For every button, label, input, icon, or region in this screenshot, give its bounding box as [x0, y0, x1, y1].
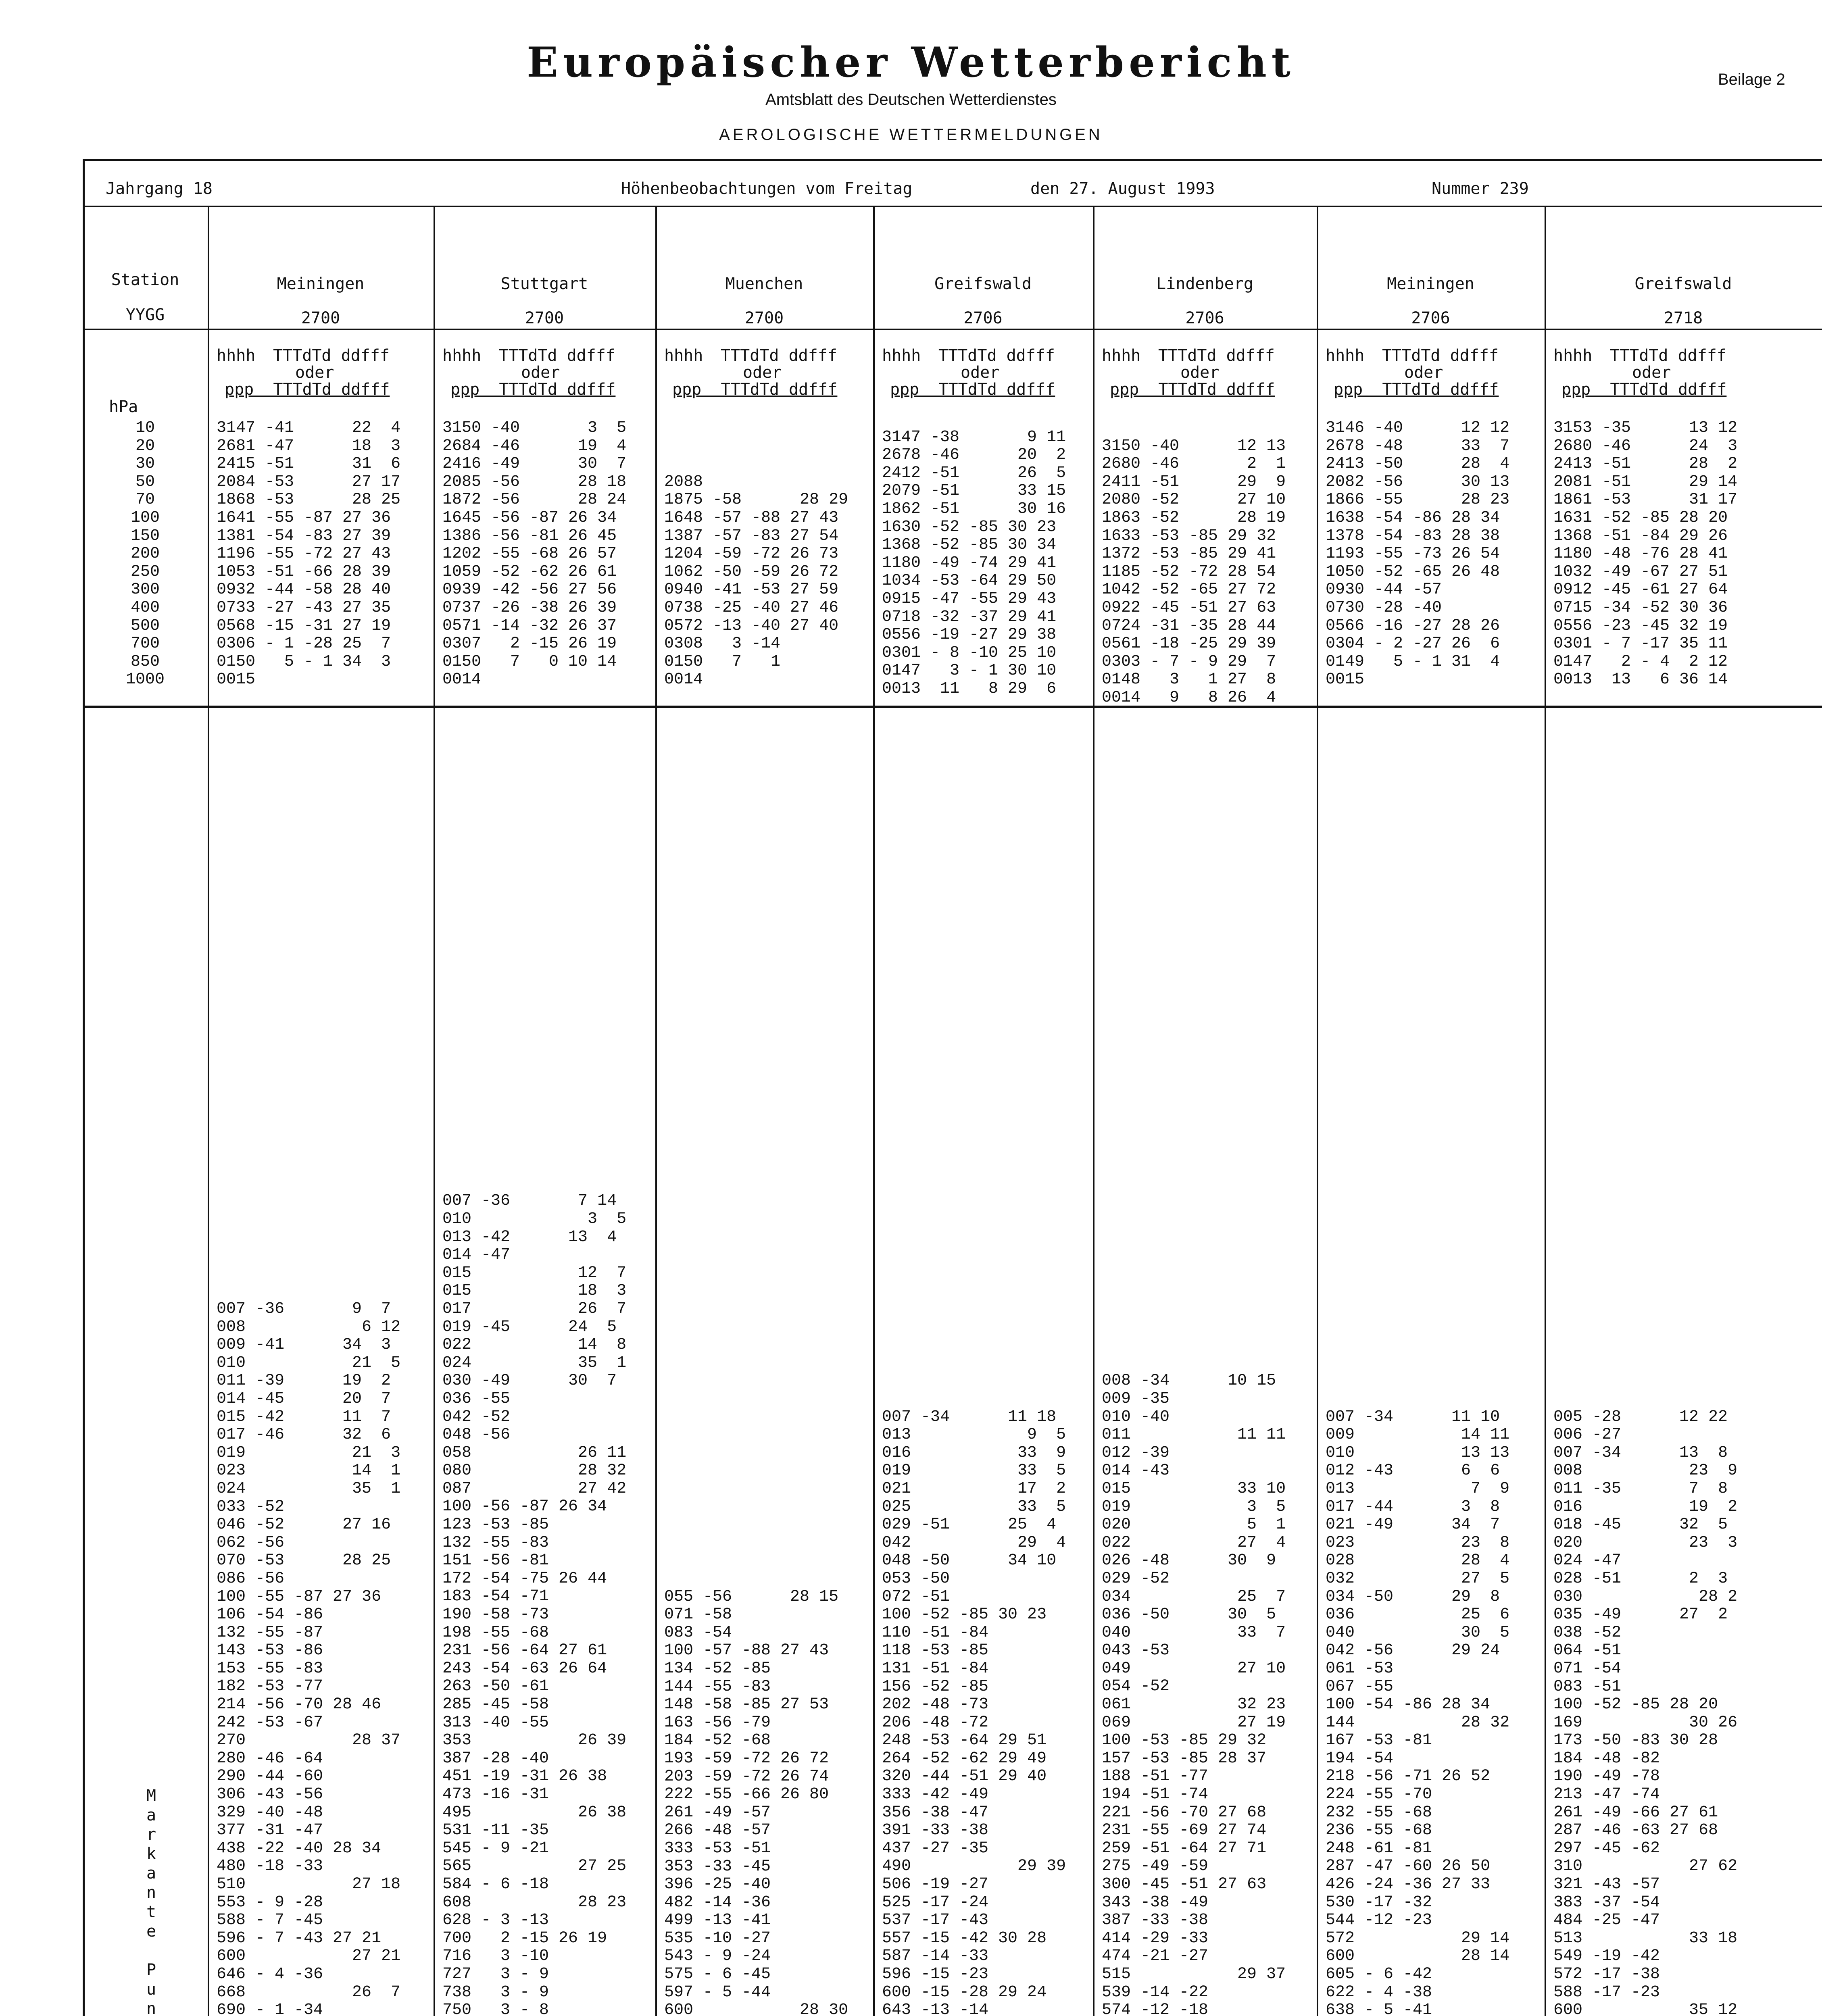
code-line-2: ppp TTTdTd ddfff: [672, 380, 838, 399]
column-rule-0: [208, 207, 209, 2016]
station-yygg: 2718: [1664, 309, 1703, 327]
significant-points-data: 055 -56 28 15 071 -58 083 -54 100 -57 -88 27 43 134 -52 -85 144 -55 -83 148 -58 -85 27 53 163 -56 -79 184 -52 -68 193 -59 -72 26 72 203 -59 -72 26 74 222 -55 -66 26 80 261 -49 -57 266 -48 -57 333 -53 -51 353 -33 -45 396 -25 -40 482 -14 -36 499 -13 -41 535 -10 -27 543 - 9 -24 575 - 6 -45 597 - 5 -44 600 28 30: [664, 1587, 848, 2016]
markante-punkte-letter: n: [146, 1999, 156, 2016]
code-oder: oder: [1180, 363, 1220, 382]
station-name: Greifswald: [1634, 275, 1732, 293]
markante-punkte-letter: e: [146, 1922, 156, 1941]
code-line-1: TTTdTd ddfff: [499, 346, 615, 365]
code-line-2: ppp TTTdTd ddfff: [1561, 380, 1727, 399]
station-rule: [83, 329, 1822, 330]
code-line-1: TTTdTd ddfff: [1610, 346, 1726, 365]
issue-number: Nummer 239: [1432, 179, 1529, 198]
jahrgang: Jahrgang 18: [106, 179, 213, 198]
code-oder: oder: [961, 363, 1000, 382]
code-oder: oder: [743, 363, 782, 382]
standard-levels-data: 2088 1875 -58 28 29 1648 -57 -88 27 43 1387 -57 -83 27 54 1204 -59 -72 26 73 1062 -50 -59 26 72 0940 -41 -53 27 59 0738 -25 -40 27 46 0572 -13 -40 27 40 0308 3 -14 0150 7 1 0014: [664, 473, 848, 689]
significant-points-data: 008 -34 10 15 009 -35 010 -40 011 11 11 012 -39 014 -43 015 33 10 019 3 5 020 5 1 022 27 4 026 -48 30 9 029 -52 034 25 7 036 -50 30 5 040 33 7 043 -53 049 27 10 054 -52 061 32 23 069 27 19 100 -53 -85 29 32 157 -53 -85 28 37 188 -51 -77 194 -51 -74 221 -56 -70 27 68 231 -55 -69 27 74 259 -51 -64 27 71 275 -49 -59 300 -45 -51 27 63 343 -38 -49 387 -33 -38 414 -29 -33 474 -21 -27 515 29 37 539 -14 -22 574 -12 -18: [1102, 1372, 1286, 2016]
column-rule-3: [873, 207, 875, 2016]
code-line-1: TTTdTd ddfff: [938, 346, 1055, 365]
station-name: Muenchen: [725, 275, 803, 293]
section-title: AEROLOGISCHE WETTERMELDUNGEN: [719, 126, 1103, 144]
observation-date: den 27. August 1993: [1030, 179, 1215, 198]
code-hhhh: hhhh: [442, 346, 482, 365]
code-line-2: ppp TTTdTd ddfff: [1334, 380, 1499, 399]
markante-punkte-letter: P: [146, 1961, 156, 1979]
column-rule-5: [1317, 207, 1318, 2016]
standard-levels-data: 3150 -40 3 5 2684 -46 19 4 2416 -49 30 7 2085 -56 28 18 1872 -56 28 24 1645 -56 -87 26 34 1386 -56 -81 26 45 1202 -55 -68 26 57 1059 -52 -62 26 61 0939 -42 -56 27 56 0737 -26 -38 26 39 0571 -14 -32 26 37 0307 2 -15 26 19 0150 7 0 10 14 0014: [442, 419, 627, 689]
standard-levels-data: 3150 -40 12 13 2680 -46 2 1 2411 -51 29 9 2080 -52 27 10 1863 -52 28 19 1633 -53 -85 29 32 1372 -53 -85 29 41 1185 -52 -72 28 54 1042 -52 -65 27 72 0922 -45 -51 27 63 0724 -31 -35 28 44 0561 -18 -25 29 39 0303 - 7 - 9 29 7 0148 3 1 27 8 0014 9 8 26 4: [1102, 437, 1286, 707]
markante-punkte-letter: t: [146, 1903, 156, 1921]
station-yygg: 2706: [1185, 309, 1224, 327]
code-line-1: TTTdTd ddfff: [273, 346, 390, 365]
report-title: Europäischer Wetterbericht: [527, 38, 1295, 87]
station-yygg: 2700: [744, 309, 784, 327]
column-rule-6: [1545, 207, 1546, 2016]
code-line-2: ppp TTTdTd ddfff: [890, 380, 1055, 399]
station-yygg: 2700: [301, 309, 340, 327]
code-hhhh: hhhh: [882, 346, 921, 365]
markante-punkte-letter: n: [146, 1883, 156, 1902]
markante-punkte-letter: M: [146, 1787, 156, 1805]
column-rule-1: [434, 207, 435, 2016]
markante-punkte-letter: k: [146, 1845, 156, 1863]
markante-punkte-letter: r: [146, 1825, 156, 1844]
station-name: Meiningen: [1387, 275, 1474, 293]
code-hhhh: hhhh: [1326, 346, 1365, 365]
code-line-1: TTTdTd ddfff: [1382, 346, 1499, 365]
standard-levels-rule: [83, 706, 1822, 708]
observation-title: Höhenbeobachtungen vom Freitag: [621, 179, 913, 198]
station-yygg: 2706: [1411, 309, 1450, 327]
markante-punkte-letter: a: [146, 1864, 156, 1883]
station-name: Greifswald: [934, 275, 1032, 293]
significant-points-data: 007 -34 11 10 009 14 11 010 13 13 012 -43 6 6 013 7 9 017 -44 3 8 021 -49 34 7 023 23 8 028 28 4 032 27 5 034 -50 29 8 036 25 6 040 30 5 042 -56 29 24 061 -53 067 -55 100 -54 -86 28 34 144 28 32 167 -53 -81 194 -54 218 -56 -71 26 52 224 -55 -70 232 -55 -68 236 -55 -68 248 -61 -81 287 -47 -60 26 50 426 -24 -36 27 33 530 -17 -32 544 -12 -23 572 29 14 600 28 14 605 - 6 -42 622 - 4 -38 638 - 5 -41: [1326, 1408, 1510, 2016]
code-line-2: ppp TTTdTd ddfff: [225, 380, 390, 399]
code-oder: oder: [295, 363, 334, 382]
standard-levels-data: 3153 -35 13 12 2680 -46 24 3 2413 -51 28 2 2081 -51 29 14 1861 -53 31 17 1631 -52 -85 28 20 1368 -51 -84 29 26 1180 -48 -76 28 41 1032 -49 -67 27 51 0912 -45 -61 27 64 0715 -34 -52 30 36 0556 -23 -45 32 19 0301 - 7 -17 35 11 0147 2 - 4 2 12 0013 13 6 36 14: [1553, 419, 1738, 689]
code-line-2: ppp TTTdTd ddfff: [1110, 380, 1275, 399]
column-rule-4: [1093, 207, 1094, 2016]
station-yygg: 2700: [525, 309, 564, 327]
station-name: Stuttgart: [500, 275, 588, 293]
standard-levels-data: 3146 -40 12 12 2678 -48 33 7 2413 -50 28 4 2082 -56 30 13 1866 -55 28 23 1638 -54 -86 28 34 1378 -54 -83 28 38 1193 -55 -73 26 54 1050 -52 -65 26 48 0930 -44 -57 0730 -28 -40 0566 -16 -27 28 26 0304 - 2 -27 26 6 0149 5 - 1 31 4 0015: [1326, 419, 1510, 689]
code-hhhh: hhhh: [217, 346, 256, 365]
markante-punkte-letter: u: [146, 1980, 156, 1999]
column-rule-2: [655, 207, 657, 2016]
beilage-label: Beilage 2: [1718, 71, 1785, 88]
code-line-1: TTTdTd ddfff: [721, 346, 837, 365]
code-hhhh: hhhh: [664, 346, 703, 365]
station-yygg: 2706: [963, 309, 1003, 327]
hpa-label: hPa: [109, 398, 138, 416]
code-oder: oder: [521, 363, 560, 382]
station-name: Meiningen: [277, 275, 365, 293]
code-line-2: ppp TTTdTd ddfff: [450, 380, 616, 399]
pressure-level-list: 10 20 30 50 70 100 150 200 250 300 400 500 700 850 1000: [125, 419, 165, 689]
table-top-rule: [83, 159, 1822, 161]
markante-punkte-letter: a: [146, 1806, 156, 1824]
station-label: Station: [111, 271, 179, 289]
significant-points-data: 007 -36 7 14 010 3 5 013 -42 13 4 014 -47 015 12 7 015 18 3 017 26 7 019 -45 24 5 022 14 8 024 35 1 030 -49 30 7 036 -55 042 -52 048 -56 058 26 11 080 28 32 087 27 42 100 -56 -87 26 34 123 -53 -85 132 -55 -83 151 -56 -81 172 -54 -75 26 44 183 -54 -71 190 -58 -73 198 -55 -68 231 -56 -64 27 61 243 -54 -63 26 64 263 -50 -61 285 -45 -58 313 -40 -55 353 26 39 387 -28 -40 451 -19 -31 26 38 473 -16 -31 495 26 38 531 -11 -35 545 - 9 -21 565 27 25 584 - 6 -18 608 28 23 628 - 3 -13 700 2 -15 26 19 716 3 -10 727 3 - 9 738 3 - 9 750 3 - 8: [442, 1192, 627, 2016]
report-subtitle: Amtsblatt des Deutschen Wetterdienstes: [765, 91, 1057, 108]
significant-points-data: 007 -36 9 7 008 6 12 009 -41 34 3 010 21 5 011 -39 19 2 014 -45 20 7 015 -42 11 7 017 -46 32 6 019 21 3 023 14 1 024 35 1 033 -52 046 -52 27 16 062 -56 070 -53 28 25 086 -56 100 -55 -87 27 36 106 -54 -86 132 -55 -87 143 -53 -86 153 -55 -83 182 -53 -77 214 -56 -70 28 46 242 -53 -67 270 28 37 280 -46 -64 290 -44 -60 306 -43 -56 329 -40 -48 377 -31 -47 438 -22 -40 28 34 480 -18 -33 510 27 18 553 - 9 -28 588 - 7 -45 596 - 7 -43 27 21 600 27 21 646 - 4 -36 668 26 7 690 - 1 -34: [217, 1300, 401, 2016]
standard-levels-data: 3147 -41 22 4 2681 -47 18 3 2415 -51 31 6 2084 -53 27 17 1868 -53 28 25 1641 -55 -87 27 36 1381 -54 -83 27 39 1196 -55 -72 27 43 1053 -51 -66 28 39 0932 -44 -58 28 40 0733 -27 -43 27 35 0568 -15 -31 27 19 0306 - 1 -28 25 7 0150 5 - 1 34 3 0015: [217, 419, 401, 689]
standard-levels-data: 3147 -38 9 11 2678 -46 20 2 2412 -51 26 5 2079 -51 33 15 1862 -51 30 16 1630 -52 -85 30 23 1368 -52 -85 30 34 1180 -49 -74 29 41 1034 -53 -64 29 50 0915 -47 -55 29 43 0718 -32 -37 29 41 0556 -19 -27 29 38 0301 - 8 -10 25 10 0147 3 - 1 30 10 0013 11 8 29 6: [882, 428, 1066, 698]
code-line-1: TTTdTd ddfff: [1158, 346, 1275, 365]
code-hhhh: hhhh: [1553, 346, 1593, 365]
significant-points-data: 005 -28 12 22 006 -27 007 -34 13 8 008 23 9 011 -35 7 8 016 19 2 018 -45 32 5 020 23 3 024 -47 028 -51 2 3 030 28 2 035 -49 27 2 038 -52 064 -51 071 -54 083 -51 100 -52 -85 28 20 169 30 26 173 -50 -83 30 28 184 -48 -82 190 -49 -78 213 -47 -74 261 -49 -66 27 61 287 -46 -63 27 68 297 -45 -62 310 27 62 321 -43 -57 383 -37 -54 484 -25 -47 513 33 18 549 -19 -42 572 -17 -38 588 -17 -23 600 35 12: [1553, 1408, 1738, 2016]
station-name: Lindenberg: [1156, 275, 1253, 293]
yygg-label: YYGG: [125, 306, 165, 324]
info-rule: [83, 206, 1822, 207]
code-hhhh: hhhh: [1102, 346, 1141, 365]
code-oder: oder: [1404, 363, 1443, 382]
code-oder: oder: [1632, 363, 1671, 382]
significant-points-data: 007 -34 11 18 013 9 5 016 33 9 019 33 5 021 17 2 025 33 5 029 -51 25 4 042 29 4 048 -50 34 10 053 -50 072 -51 100 -52 -85 30 23 110 -51 -84 118 -53 -85 131 -51 -84 156 -52 -85 202 -48 -73 206 -48 -72 248 -53 -64 29 51 264 -52 -62 29 49 320 -44 -51 29 40 333 -42 -49 356 -38 -47 391 -33 -38 437 -27 -35 490 29 39 506 -19 -27 525 -17 -24 537 -17 -43 557 -15 -42 30 28 587 -14 -33 596 -15 -23 600 -15 -28 29 24 643 -13 -14: [882, 1408, 1066, 2016]
